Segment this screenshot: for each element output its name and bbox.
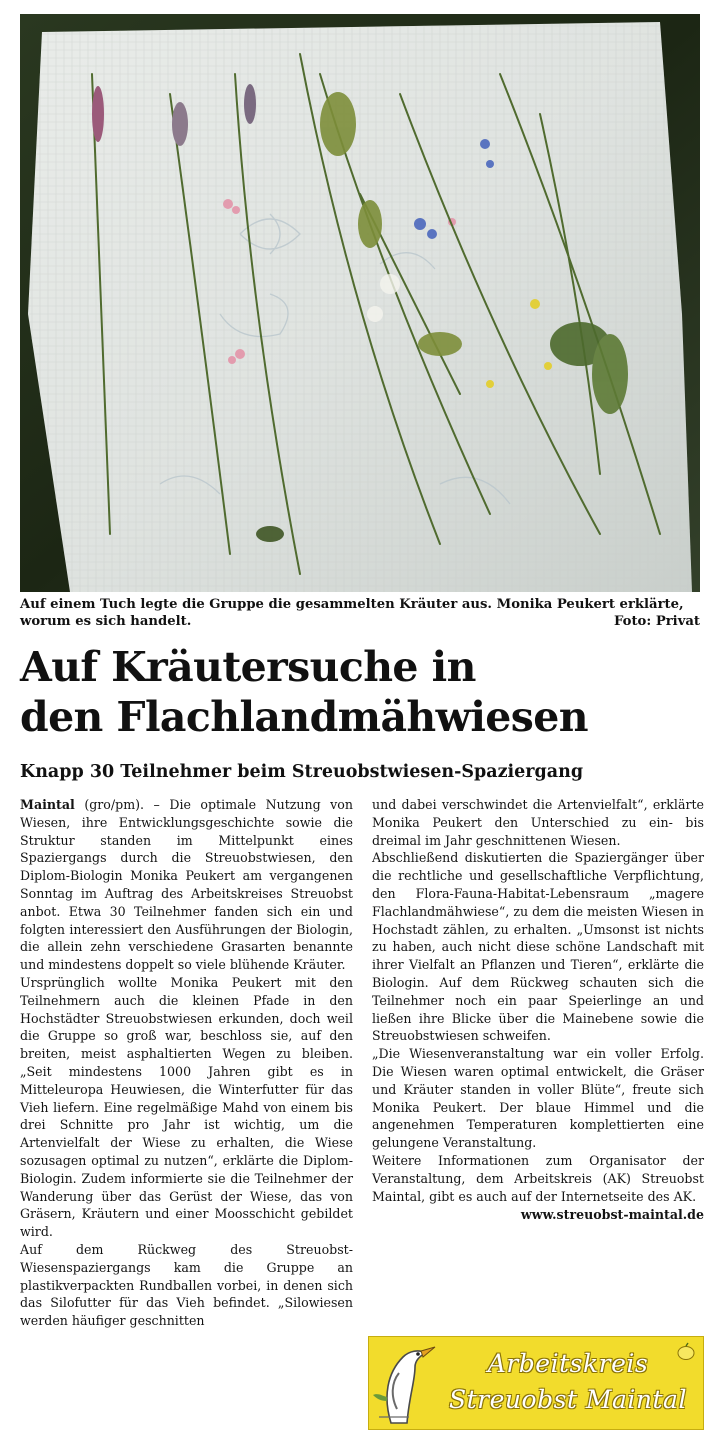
headline-line-1: Auf Kräutersuche in [20, 643, 476, 691]
bird-icon [369, 1337, 449, 1429]
paragraph-3: Auf dem Rückweg des Streuobst-Wiesenspaziergangs kam die Gruppe an plastikverpackten Rundballen vorbei, in denen sich das Silofutter für das Vieh befindet. „Silowiesen werden häufiger geschnitten [20, 1241, 353, 1329]
article-subheadline: Knapp 30 Teilnehmer beim Streuobstwiesen-Spaziergang [20, 762, 584, 782]
paragraph-1-text: (gro/pm). – Die optimale Nutzung von Wiesen, ihre Entwicklungsgeschichte sowie die Struktur standen im Mittelpunkt eines Spaziergangs durch die Streuobstwiesen, den Diplom-Biologin Monika Peukert am vergangenen Sonntag im Auftrag des Arbeitskreises Streuobst anbot. Etwa 30 Teilnehmer fanden sich ein und folgten interessiert den Ausführungen der Biologin, die allein zehn verschiedene Grasarten benannte und mindestens doppelt so viele blühende Kräuter. [20, 797, 353, 973]
herbs-on-cloth-image [20, 14, 700, 592]
photo-caption [20, 596, 700, 630]
article-column-right [372, 796, 704, 1224]
headline-line-2: den Flachlandmähwiesen [20, 693, 588, 741]
paragraph-1 [20, 796, 353, 974]
photo-credit: Foto: Privat [614, 614, 700, 629]
article-column-left [20, 796, 353, 1330]
logo-text-line-1: Arbeitskreis [487, 1349, 649, 1378]
article-photo [20, 14, 700, 592]
paragraph-6: „Die Wiesenveranstaltung war ein voller Erfolg. Die Wiesen waren optimal entwickelt, die Gräser und Kräuter standen in voller Blüte“, freute sich Monika Peukert. Der blaue Himmel und die angenehmen Temperaturen komplettierten eine gelungene Veranstaltung. [372, 1046, 704, 1151]
paragraph-5: Abschließend diskutierten die Spaziergänger über die rechtliche und gesellschaftliche Verpflichtung, den Flora-Fauna-Habitat-Lebensraum „magere Flachlandmähwiese“, zu dem die meisten Wiesen in Hochstadt zählen, zu erhalten. „Umsonst ist nichts zu haben, auch nicht diese schöne Landschaft mit ihrer Vielfalt an Pflanzen und Tieren“, erklärte die Biologin. Auf dem Rückweg schauten sich die Teilnehmer noch ein paar Speierlinge an und ließen ihre Blicke über die Mainebene sowie die Streuobstwiesen schweifen. [372, 850, 704, 1044]
logo-text-line-2: Streuobst Maintal [449, 1385, 687, 1414]
dateline: Maintal [20, 797, 75, 812]
article-headline [20, 642, 710, 742]
paragraph-4: und dabei verschwindet die Artenvielfalt“, erklärte Monika Peukert den Unterschied zu ein- bis dreimal im Jahr geschnittenen Wiesen. [372, 797, 704, 848]
website-link[interactable]: www.streuobst-maintal.de [520, 1207, 704, 1223]
paragraph-2: Ursprünglich wollte Monika Peukert mit den Teilnehmern auch die kleinen Pfade in den Hochstädter Streuobstwiesen erkunden, doch weil die Gruppe so groß war, beschloss sie, auf den breiten, meist asphaltierten Wegen zu bleiben. „Seit mindestens 1000 Jahren gibt es in Mitteleuropa Heuwiesen, die Winterfutter für das Vieh liefern. Eine regelmäßige Mahd von einem bis drei Schnitte pro Jahr ist wichtig, um die Artenvielfalt der Wiese zu erhalten, die Wiese sozusagen optimal zu nutzen“, erklärte die Diplom-Biologin. Zudem informierte sie die Teilnehmer der Wanderung über das Gerüst der Wiese, das von Gräsern, Kräutern und einer Moosschicht gebildet wird. [20, 974, 353, 1240]
paragraph-7: Weitere Informationen zum Organisator der Veranstaltung, dem Arbeitskreis (AK) Streuobst Maintal, gibt es auch auf der Internetseite des AK. [372, 1152, 704, 1204]
photo-caption-text: Auf einem Tuch legte die Gruppe die gesammelten Kräuter aus. Monika Peukert erklärte, worum es sich handelt. [20, 597, 684, 629]
arbeitskreis-logo [368, 1336, 704, 1430]
